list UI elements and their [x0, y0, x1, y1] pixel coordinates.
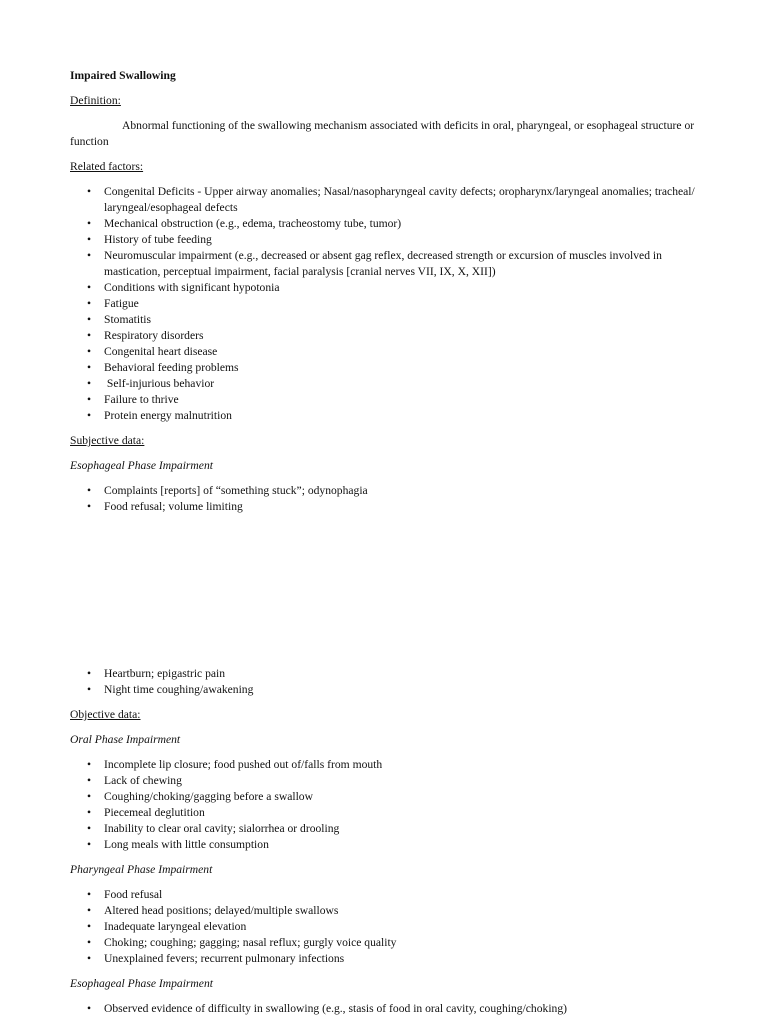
list-item: • Protein energy malnutrition	[70, 408, 710, 424]
list-item: • Congenital Deficits - Upper airway anomalies; Nasal/nasopharyngeal cavity defects; oropharynx/laryngeal anomalies; tracheal/ laryngeal/esophageal defects	[70, 184, 710, 216]
list-item: • Observed evidence of difficulty in swallowing (e.g., stasis of food in oral cavity, coughing/choking)	[70, 1001, 710, 1017]
subjective-list-a	[70, 483, 710, 515]
list-item: • Food refusal	[70, 887, 710, 903]
subjective-esophageal-label: Esophageal Phase Impairment	[70, 459, 213, 472]
list-item: • Self-injurious behavior	[70, 376, 710, 392]
list-item: • History of tube feeding	[70, 232, 710, 248]
list-item: • Neuromuscular impairment (e.g., decreased or absent gag reflex, decreased strength or excursion of muscles involved in mastication, perceptual impairment, facial paralysis [cranial nerves VII, IX, X, XII])	[70, 248, 710, 280]
blank-space	[70, 515, 710, 657]
subjective-list-b	[70, 666, 710, 698]
esophageal-phase-label: Esophageal Phase Impairment	[70, 977, 213, 990]
list-item: • Complaints [reports] of “something stuck”; odynophagia	[70, 483, 710, 499]
related-factors-list	[70, 184, 710, 424]
list-item: • Failure to thrive	[70, 392, 710, 408]
document-title: Impaired Swallowing	[70, 69, 176, 82]
definition-heading: Definition:	[70, 94, 121, 107]
document-content	[70, 68, 710, 1017]
esophageal-phase-list	[70, 1001, 710, 1017]
list-item: • Stomatitis	[70, 312, 710, 328]
list-item: • Lack of chewing	[70, 773, 710, 789]
list-item: • Inadequate laryngeal elevation	[70, 919, 710, 935]
pharyngeal-phase-list	[70, 887, 710, 967]
list-item: • Conditions with significant hypotonia	[70, 280, 710, 296]
list-item: • Piecemeal deglutition	[70, 805, 710, 821]
oral-phase-list	[70, 757, 710, 853]
pharyngeal-phase-label: Pharyngeal Phase Impairment	[70, 863, 213, 876]
list-item: • Respiratory disorders	[70, 328, 710, 344]
definition-text: Abnormal functioning of the swallowing mechanism associated with deficits in oral, pharyngeal, or esophageal structure or function	[70, 119, 695, 148]
list-item: • Congenital heart disease	[70, 344, 710, 360]
list-item: • Inability to clear oral cavity; sialorrhea or drooling	[70, 821, 710, 837]
related-factors-heading: Related factors:	[70, 160, 144, 173]
list-item: • Night time coughing/awakening	[70, 682, 710, 698]
list-item: • Choking; coughing; gagging; nasal reflux; gurgly voice quality	[70, 935, 710, 951]
list-item: • Altered head positions; delayed/multiple swallows	[70, 903, 710, 919]
oral-phase-label: Oral Phase Impairment	[70, 733, 181, 746]
list-item: • Unexplained fevers; recurrent pulmonary infections	[70, 951, 710, 967]
list-item: • Behavioral feeding problems	[70, 360, 710, 376]
list-item: • Fatigue	[70, 296, 710, 312]
objective-data-heading: Objective data:	[70, 708, 141, 721]
list-item: • Mechanical obstruction (e.g., edema, tracheostomy tube, tumor)	[70, 216, 710, 232]
subjective-data-heading: Subjective data:	[70, 434, 145, 447]
list-item: • Heartburn; epigastric pain	[70, 666, 710, 682]
list-item: • Food refusal; volume limiting	[70, 499, 710, 515]
list-item: • Long meals with little consumption	[70, 837, 710, 853]
list-item: • Incomplete lip closure; food pushed out of/falls from mouth	[70, 757, 710, 773]
list-item: • Coughing/choking/gagging before a swallow	[70, 789, 710, 805]
